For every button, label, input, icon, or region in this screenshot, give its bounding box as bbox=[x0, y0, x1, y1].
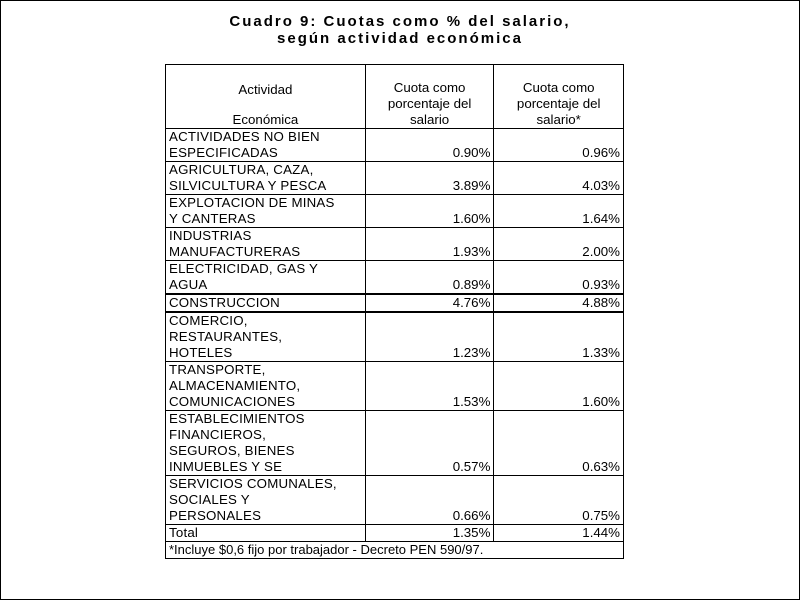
activity-line: ACTIVIDADES NO BIEN bbox=[169, 129, 320, 144]
table-row bbox=[166, 261, 624, 295]
table-row bbox=[166, 129, 624, 162]
activity-cell bbox=[166, 195, 366, 228]
header-cuota-fijo-line: Cuota como bbox=[522, 80, 595, 95]
title-line-2: según actividad económica bbox=[277, 30, 523, 47]
footnote-row bbox=[166, 542, 624, 559]
table-row bbox=[166, 162, 624, 195]
activity-cell bbox=[166, 362, 366, 411]
table-row bbox=[166, 312, 624, 362]
quota-value: 1.93% bbox=[365, 228, 494, 261]
table-row bbox=[166, 228, 624, 261]
activity-line: INMUEBLES Y SE bbox=[169, 459, 283, 474]
table-row bbox=[166, 294, 624, 312]
header-cuota-line: salario bbox=[410, 112, 450, 127]
quota-value: 1.53% bbox=[365, 362, 494, 411]
quota-value: 1.35% bbox=[365, 525, 494, 542]
quota-fixed-value: 0.63% bbox=[494, 411, 624, 476]
quota-fixed-value: 1.64% bbox=[494, 195, 624, 228]
quota-fixed-value: 0.96% bbox=[494, 129, 624, 162]
activity-cell bbox=[166, 312, 366, 362]
activity-line: FINANCIEROS, bbox=[169, 427, 266, 442]
quota-value: 0.57% bbox=[365, 411, 494, 476]
quota-value: 4.76% bbox=[365, 294, 494, 312]
activity-line: AGRICULTURA, CAZA, bbox=[169, 162, 314, 177]
quota-fixed-value: 1.33% bbox=[494, 312, 624, 362]
header-cuota-fijo bbox=[494, 65, 624, 129]
activity-line: SEGUROS, BIENES bbox=[169, 443, 295, 458]
activity-line: ALMACENAMIENTO, bbox=[169, 378, 301, 393]
activity-cell bbox=[166, 294, 366, 312]
activity-line: ESPECIFICADAS bbox=[169, 145, 279, 160]
activity-line: SOCIALES Y bbox=[169, 492, 250, 507]
title-line-1: Cuadro 9: Cuotas como % del salario, bbox=[229, 13, 571, 30]
activity-line: ESTABLECIMIENTOS bbox=[169, 411, 305, 426]
table-row bbox=[166, 411, 624, 476]
quota-value: 3.89% bbox=[365, 162, 494, 195]
quota-fixed-value: 4.88% bbox=[494, 294, 624, 312]
activity-line: PERSONALES bbox=[169, 508, 262, 523]
activity-line: Y CANTERAS bbox=[169, 211, 256, 226]
quota-value: 0.90% bbox=[365, 129, 494, 162]
table-row bbox=[166, 525, 624, 542]
quota-fixed-value: 0.75% bbox=[494, 476, 624, 525]
activity-line: Total bbox=[169, 525, 199, 540]
header-cuota-line: Cuota como bbox=[393, 80, 466, 95]
header-cuota-fijo-line: salario* bbox=[536, 112, 581, 127]
table-row bbox=[166, 476, 624, 525]
header-cuota-line: porcentaje del bbox=[387, 96, 472, 111]
table-title bbox=[160, 13, 640, 47]
activity-line: EXPLOTACION DE MINAS bbox=[169, 195, 335, 210]
quota-fixed-value: 0.93% bbox=[494, 261, 624, 295]
activity-line: SILVICULTURA Y PESCA bbox=[169, 178, 327, 193]
quota-value: 0.89% bbox=[365, 261, 494, 295]
activity-line: RESTAURANTES, bbox=[169, 329, 283, 344]
activity-line: COMERCIO, bbox=[169, 313, 248, 328]
activity-line: COMUNICACIONES bbox=[169, 394, 296, 409]
quota-table bbox=[165, 64, 624, 559]
activity-line: HOTELES bbox=[169, 345, 233, 360]
activity-cell bbox=[166, 162, 366, 195]
header-cuota bbox=[365, 65, 494, 129]
header-row bbox=[166, 65, 624, 129]
activity-cell bbox=[166, 476, 366, 525]
header-actividad-line2: Económica bbox=[232, 112, 299, 127]
quota-fixed-value: 4.03% bbox=[494, 162, 624, 195]
activity-line: ELECTRICIDAD, GAS Y bbox=[169, 261, 319, 276]
activity-line: AGUA bbox=[169, 277, 208, 292]
quota-fixed-value: 2.00% bbox=[494, 228, 624, 261]
activity-line: INDUSTRIAS bbox=[169, 228, 252, 243]
table-row bbox=[166, 362, 624, 411]
quota-value: 1.60% bbox=[365, 195, 494, 228]
activity-line: SERVICIOS COMUNALES, bbox=[169, 476, 337, 491]
quota-fixed-value: 1.44% bbox=[494, 525, 624, 542]
activity-line: TRANSPORTE, bbox=[169, 362, 266, 377]
quota-value: 1.23% bbox=[365, 312, 494, 362]
header-actividad-line1: Actividad bbox=[238, 82, 293, 97]
activity-cell bbox=[166, 261, 366, 295]
activity-cell bbox=[166, 129, 366, 162]
activity-cell bbox=[166, 228, 366, 261]
table-row bbox=[166, 195, 624, 228]
footnote: *Incluye $0,6 fijo por trabajador - Decreto PEN 590/97. bbox=[166, 542, 624, 559]
activity-cell bbox=[166, 525, 366, 542]
activity-line: MANUFACTURERAS bbox=[169, 244, 301, 259]
activity-line: CONSTRUCCION bbox=[169, 295, 280, 310]
table-body bbox=[166, 129, 624, 542]
header-cuota-fijo-line: porcentaje del bbox=[516, 96, 601, 111]
header-actividad bbox=[166, 65, 366, 129]
activity-cell bbox=[166, 411, 366, 476]
quota-value: 0.66% bbox=[365, 476, 494, 525]
quota-fixed-value: 1.60% bbox=[494, 362, 624, 411]
